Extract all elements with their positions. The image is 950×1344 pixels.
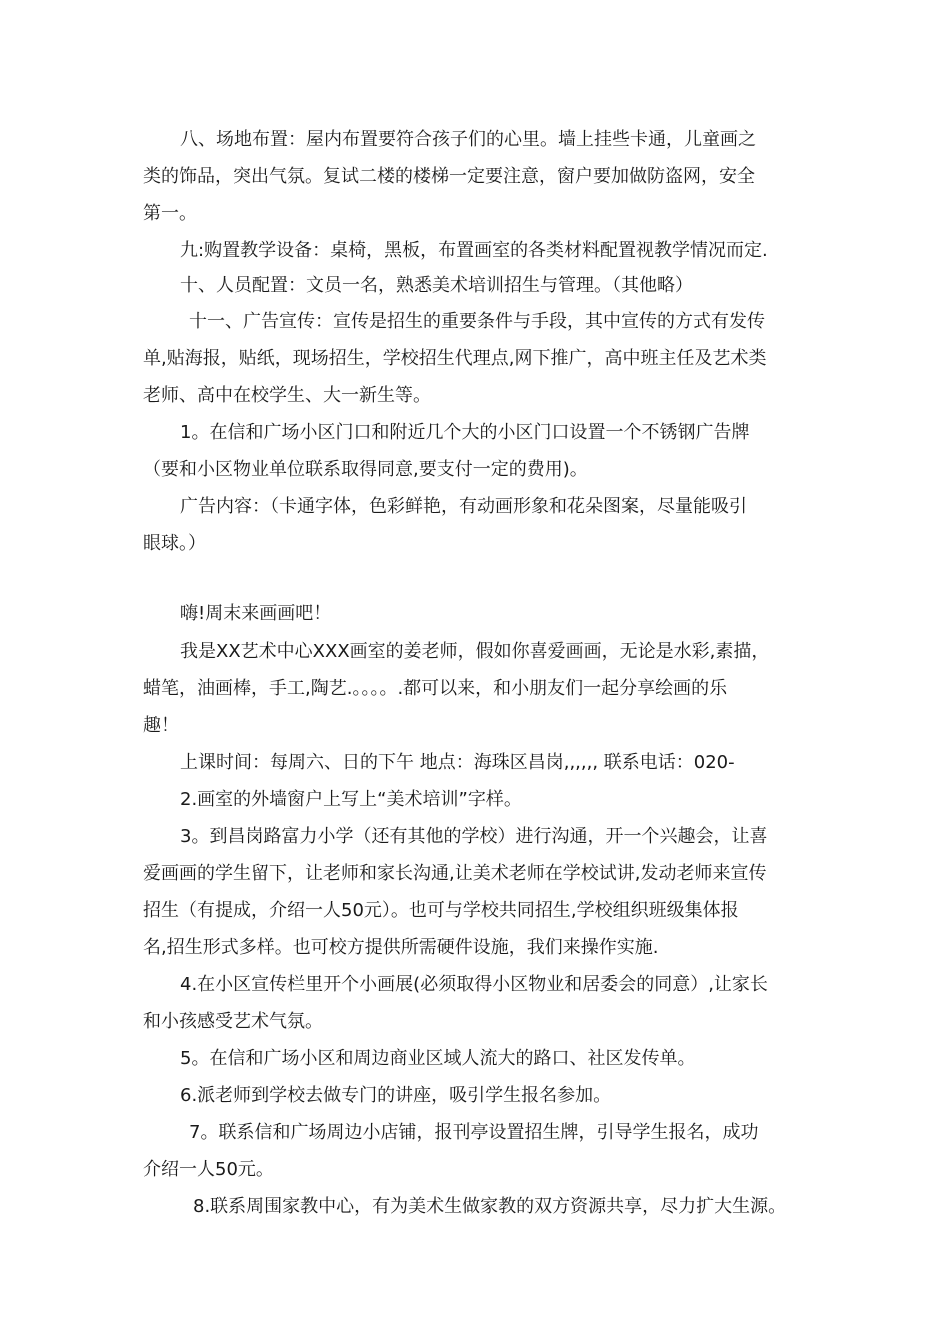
paragraph-line: 7。联系信和广场周边小店铺，报刊亭设置招生牌，引导学生报名，成功: [189, 1122, 759, 1143]
paragraph-line: 第一。: [143, 203, 197, 224]
ad-heading: 嗨!周末来画画吧！: [180, 603, 332, 624]
paragraph-line: 名,招生形式多样。也可校方提供所需硬件设施，我们来操作实施.: [143, 937, 659, 958]
paragraph-line: 4.在小区宣传栏里开个小画展(必须取得小区物业和居委会的同意）,让家长: [180, 974, 768, 995]
paragraph-line: 3。到昌岗路富力小学（还有其他的学校）进行沟通，开一个兴趣会，让喜: [180, 826, 768, 847]
paragraph-line: 八、场地布置：屋内布置要符合孩子们的心里。墙上挂些卡通，儿童画之: [180, 129, 756, 150]
paragraph-line: 招生（有提成，介绍一人50元）。也可与学校共同招生,学校组织班级集体报: [143, 900, 739, 921]
paragraph-line: 老师、高中在校学生、大一新生等。: [143, 385, 431, 406]
paragraph-line: 十、人员配置：文员一名，熟悉美术培训招生与管理。（其他略）: [180, 275, 693, 296]
paragraph-line: 上课时间：每周六、日的下午 地点：海珠区昌岗,,,,,, 联系电话：020-: [180, 752, 735, 773]
paragraph-line: 5。在信和广场小区和周边商业区域人流大的路口、社区发传单。: [180, 1048, 696, 1069]
paragraph-line: 2.画室的外墙窗户上写上“美术培训”字样。: [180, 789, 522, 810]
paragraph-line: 类的饰品，突出气氛。复试二楼的楼梯一定要注意，窗户要加做防盗网，安全: [143, 166, 755, 187]
paragraph-line: 单,贴海报，贴纸，现场招生，学校招生代理点,网下推广，高中班主任及艺术类: [143, 348, 767, 369]
paragraph-line: 6.派老师到学校去做专门的讲座，吸引学生报名参加。: [180, 1085, 612, 1106]
paragraph-line: 眼球。）: [143, 533, 206, 554]
paragraph-line: 趣！: [143, 715, 179, 736]
paragraph-line: 广告内容：（卡通字体，色彩鲜艳，有动画形象和花朵图案，尽量能吸引: [180, 496, 747, 517]
paragraph-line: 1。在信和广场小区门口和附近几个大的小区门口设置一个不锈钢广告牌: [180, 422, 750, 443]
paragraph-line: 我是XX艺术中心XXX画室的姜老师，假如你喜爱画画，无论是水彩,素描，: [180, 641, 770, 662]
paragraph-line: 和小孩感受艺术气氛。: [143, 1011, 323, 1032]
paragraph-line: 爱画画的学生留下，让老师和家长沟通,让美术老师在学校试讲,发动老师来宣传: [143, 863, 767, 884]
paragraph-line: 8.联系周围家教中心，有为美术生做家教的双方资源共享，尽力扩大生源。: [193, 1196, 787, 1217]
paragraph-line: （要和小区物业单位联系取得同意,要支付一定的费用)。: [143, 459, 588, 480]
paragraph-line: 九:购置教学设备：桌椅，黑板，布置画室的各类材料配置视教学情况而定.: [180, 240, 768, 261]
paragraph-line: 介绍一人50元。: [143, 1159, 274, 1180]
paragraph-line: 蜡笔，油画棒，手工,陶艺.。。。。.都可以来，和小朋友们一起分享绘画的乐: [143, 678, 728, 699]
paragraph-line: 十一、广告宣传：宣传是招生的重要条件与手段，其中宣传的方式有发传: [189, 311, 765, 332]
